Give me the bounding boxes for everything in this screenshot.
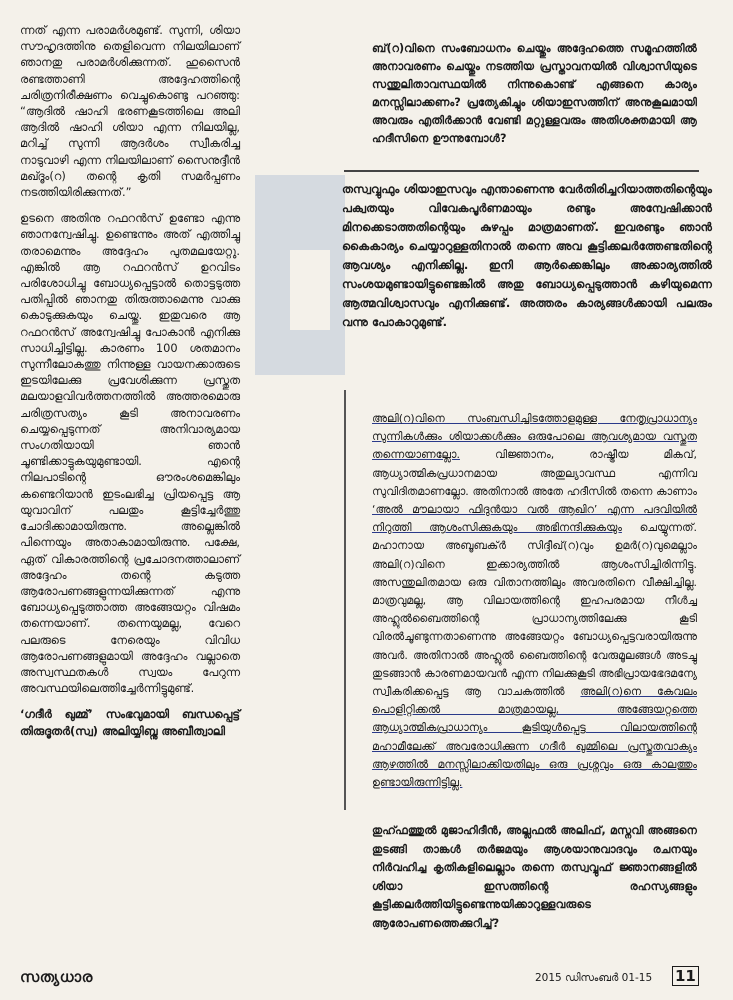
answer-text-4: ചെയ്യുന്നത്. മഹാനായ അബൂബക്ർ സിദ്ദീഖ്(റ)വും ഉമർ(റ)വുമെല്ലാം അലി(റ)വിനെ ഇക്കാര്യത്തിൽ ആശംസിച്ചിരിന്നിട്ടു. അസന്തുലിതമായ ഒരു വിതാനത്തിലും അവരതിനെ വീക്ഷിച്ചില്ല. മാത്രവുമല്ല, ആ വിലായത്തിന്റെ ഇഹപരമായ നീൾച്ച അഹ്ലുൽബൈത്തിന്റെ പ്രാധാന്യത്തിലേക്കു കൂടി വിരൽചൂണ്ടുന്നതാണെന്നു അങ്ങേയറ്റം ബോധ്യപ്പെട്ടവരായിരുന്നു അവർ. അതിനാൽ അഹ്ലുൽ ബൈത്തിന്റെ വേരുമൂലങ്ങൾ അടച്ചു തുടങ്ങാൻ കാരണമായവൻ എന്ന നിലക്കുകൂടി അഭിപ്രായഭേദമന്യേ സ്വീകരിക്കപ്പെട്ട ആ വാചകത്തിൽ <box>372 521 697 699</box>
left-column <box>20 22 240 749</box>
answer-underlined-3: ‘അൽ മൗലായാ ഫിദുൻയാ വൽ ആഖിറ’ എന്ന പദവിയിൽ നിറുത്തി ആശംസിക്കുകയും അഭിനന്ദിക്കുകയും <box>372 503 697 535</box>
left-paragraph-2: ഉടനെ അതിനു റഫറൻസ് ഉണ്ടോ എന്നു ഞാനന്വേഷിച്ചു. ഉണ്ടെന്നും അത് എത്തിച്ചു തരാമെന്നും അദ്ദേഹം പുതമലയേറ്റു. എങ്കിൽ ആ റഫറൻസ് ഉറവിടം പരിശോധിച്ചു ബോധ്യപ്പെട്ടാൽ തൊട്ടടുത്ത പതിപ്പിൽ ഞാനതു തിരുത്താമെന്നു വാക്കു കൊടുക്കുകയും ചെയ്തു. ഇതുവരെ ആ റഫറൻസ് അന്വേഷിച്ചു പോകാൻ എനിക്കു സാധിച്ചിട്ടില്ല. കാരണം 100 ശതമാനം സുന്നീലോകത്തു നിന്നുള്ള വായനക്കാരുടെ ഇടയിലേക്കു പ്രവേശിക്കുന്ന പ്രസ്തുത മലയാളവിവർത്തനത്തിൽ അത്തരമൊരു ചരിത്രസത്യം കൂടി അനാവരണം ചെയ്യപ്പെടുന്നത് അനിവാര്യമായ സംഗതിയായി ഞാൻ ചൂണ്ടിക്കാട്ടുകയുമുണ്ടായി. എന്റെ നിലപാടിന്റെ ഔരംശമെങ്കിലും കണ്ടെറിയാൻ ഇടംലഭിച്ച പ്രിയപ്പെട്ട ആ യുവാവിന് പലതും കൂട്ടിച്ചേർത്തു ചോദിക്കാമായിരുന്നു. അല്ലെങ്കിൽ പിന്നെയും അതാകാമായിരുന്നു. പക്ഷേ, ഏത് വികാരത്തിന്റെ പ്രചോദനത്താലാണ് അദ്ദേഹം തന്റെ കടുത്ത ആരോപണങ്ങളുന്നയിക്കുന്നത് എന്നു ബോധ്യപ്പെടുത്താത്ത അങ്ങേയറ്റം വിഷമം തന്നെയാണ്. തന്നെയുമല്ല, വേറെ പലരുടെ നേരെയും വിവിധ ആരോപണങ്ങളുമായി അദ്ദേഹം വല്ലാതെ അസ്വസ്ഥതകൾ സ്വയം പേറുന്ന അവസ്ഥയിലെത്തിച്ചേർന്നിട്ടുമുണ്ട്. <box>20 211 240 696</box>
question-text-bottom: തുഹ്ഫത്തുൽ മുജാഹിദീൻ, അല്ലഫൽ അലിഫ്, മസ്നവി അങ്ങനെ തുടങ്ങി താങ്കൾ തർജമയും ആശയാനുവാദവും രചനയും നിർവഹിച്ച കൃതികളിലെല്ലാം തന്നെ തസ്വവ്വുഫ് ജ്ഞാനങ്ങളിൽ ശിയാ ഇസത്തിന്റെ രഹസ്യങ്ങളും കൂട്ടിക്കലർത്തിയിട്ടുണ്ടെന്നുയിക്കാറുള്ളവരുടെ ആരോപണത്തെക്കുറിച്ച്? <box>372 824 697 930</box>
magazine-brand: സത്യധാര <box>20 968 93 986</box>
answer-underlined-5: അലി(റ)നെ കേവലം പൊളിറ്റിക്കൽ മാത്രമായല്ല, അങ്ങേയറ്റത്തെ ആധ്യാത്മികപ്രാധാന്യം കൂടിയുൾപ്പെട്ട വിലായത്തിന്റെ മഹാമീലേക്ക് അവരോധിക്കുന്ന ഗദീർ ഖുമ്മിലെ പ്രസ്തുതവാക്യം ആഴത്തിൽ മനസ്സിലാക്കിയതിലും ഒരു പ്രശ്നവും ഒരു കാലത്തും ഉണ്ടായിരുന്നിട്ടില്ല. <box>372 685 697 790</box>
answer-body <box>372 410 697 792</box>
quote-divider-top <box>344 170 699 172</box>
issue-date: 2015 ഡിസംബർ 01-15 <box>535 972 653 984</box>
answer-text-2: വിജ്ഞാനം, രാഷ്ട്രീയ മികവ്, ആധ്യാത്മികപ്രധാനമായ അതുല്യാവസ്ഥ എന്നിവ സുവിദിതമാണല്ലോ. അതിനാൽ അതേ ഹദീസിൽ തന്നെ കാണാം <box>372 448 697 498</box>
decorative-quote-cutout <box>290 250 330 330</box>
pull-quote: തസ്വവ്വുഫും ശിയാഇസവും എന്താണെന്നു വേർതിരിച്ചറിയാത്തതിന്റെയും പക്വതയും വിവേകപൂർണമായും രണ്ടും അന്വേഷിക്കാൻ മിനക്കെടാത്തതിന്റെയും കുഴപ്പം മാത്രമാണത്. ഇവരണ്ടും ഞാൻ കൈകാര്യം ചെയ്യാറുള്ളതിനാൽ തന്നെ അവ കൂട്ടിക്കലർത്തേണ്ടതിന്റെ ആവശ്യം എനിക്കില്ല. ഇനി ആർക്കെങ്കിലും അക്കാര്യത്തിൽ സംശയമുണ്ടായിട്ടുണ്ടെങ്കിൽ അതു ബോധ്യപ്പെടുത്താൻ കഴിയുമെന്ന ആത്മവിശ്വാസവും എനിക്കുണ്ട്. അത്തരം കാര്യങ്ങൾക്കായി പലരും വന്നു പോകാറുമുണ്ട്. <box>342 182 712 329</box>
page-number: 11 <box>672 966 699 986</box>
left-paragraph-1: ന്നത് എന്ന പരാമർശമുണ്ട്. സുന്നി, ശിയാ സൗഹൃദത്തിനു തെളിവെന്ന നിലയിലാണ് ഞാനതു പരാമർശിക്കുന്നത്. ഹുസൈൻ രണ്ടത്താണി അദ്ദേഹത്തിന്റെ ചരിത്രനിരീക്ഷണം വെച്ചുകൊണ്ടു പറഞ്ഞു: “ആദിൽ ഷാഹി ഭരണകൂടത്തിലെ അലി ആദിൽ ഷാഹി ശിയാ എന്ന നിലയില്ല, മറിച്ച് സുന്നി ആദർശം സ്വീകരിച്ച നാടുവാഴി എന്ന നിലയിലാണ് സൈനുദ്ദീൻ മഖ്ദൂം(റ) തന്റെ കൃതി സമർപ്പണം നടത്തിയിരിക്കുന്നത്.” <box>20 23 240 200</box>
question-text-top: ബ്(റ)വിനെ സംബോധനം ചെയ്തും അദ്ദേഹത്തെ സമൂഹത്തിൽ അനാവരണം ചെയ്തും നടത്തിയ പ്രസ്താവനയിൽ വിശ്വാസിയുടെ സന്തുലിതാവസ്ഥയിൽ നിന്നുകൊണ്ട് എങ്ങനെ കാര്യം മനസ്സിലാക്കണം? പ്രത്യേകിച്ചും ശിയാഇസത്തിന് അനുകൂലമായി അവരും എതിർക്കാൻ വേണ്ടി മറ്റുള്ളവരും അതിശക്തമായി ആ ഹദീസിനെ ഊന്നുമ്പോൾ? <box>372 42 697 145</box>
left-bold-paragraph: ‘ഗദീർ ഖുമ്മ്’ സംഭവുമായി ബന്ധപ്പെട്ട് തിരുദൂതർ(സ്വ) അലിയ്യിബ്നു അബീത്വാലി <box>20 707 240 738</box>
answer-underlined-1: അലി(റ)വിനെ സംബന്ധിച്ചിടത്തോളമുള്ള നേതൃപ്രാധാന്യം സുന്നികൾക്കും ശിയാക്കൾക്കും ഒരുപോലെ ആവശ്യമായ വസ്തുത തന്നെയാണല്ലോ. <box>372 412 697 462</box>
body-side-rule <box>344 390 346 810</box>
